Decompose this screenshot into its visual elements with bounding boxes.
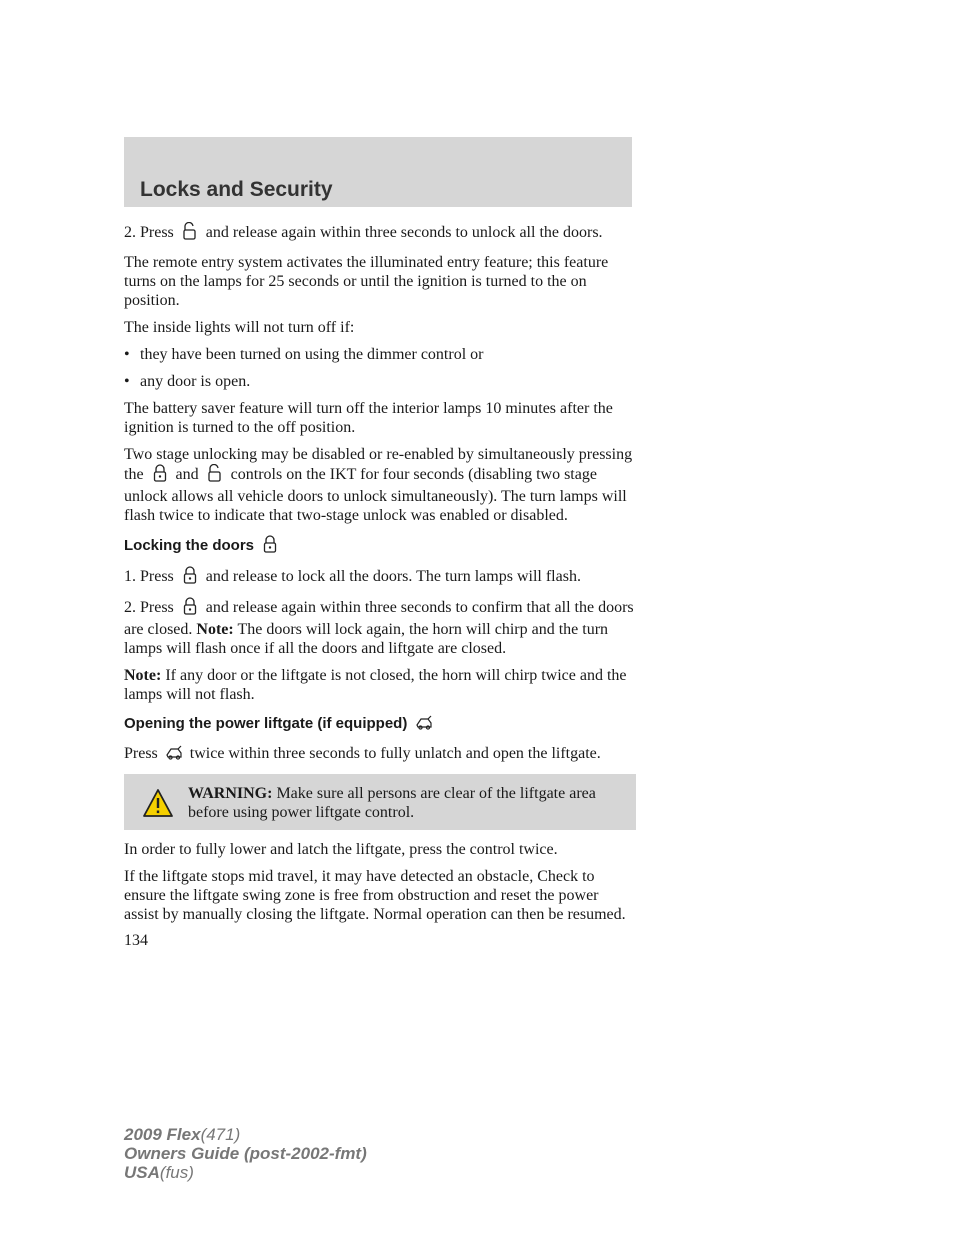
footer-model: 2009 Flex <box>124 1125 201 1144</box>
unlock-step-2-pre: 2. Press <box>124 224 174 241</box>
two-stage-part-3: controls on the IKT for four seconds (disabling two stage unlock allows all vehicle doors to unlock simultaneously). The turn lamps will flash twice to indicate that two-stage unlock was enabled or disabled. <box>124 466 627 524</box>
lock-icon <box>258 535 282 558</box>
liftgate-press <box>124 744 636 766</box>
locking-step-1 <box>124 566 636 589</box>
unlock-step-2 <box>124 222 636 245</box>
footer-line-2 <box>124 1144 367 1163</box>
battery-saver-text: The battery saver feature will turn off the interior lamps 10 minutes after the ignition is turned to the off position. <box>124 400 613 436</box>
locking-heading <box>124 535 636 558</box>
inside-lights-intro: The inside lights will not turn off if: <box>124 319 355 336</box>
lock-icon <box>178 597 202 620</box>
warning-triangle-icon <box>142 788 174 818</box>
unlock-icon <box>203 464 227 487</box>
list-item-text: any door is open. <box>140 373 251 390</box>
footer-market-code: (fus) <box>159 1163 194 1182</box>
locking-step-2-pre: 2. Press <box>124 599 174 616</box>
liftgate-lower-text: In order to fully lower and latch the liftgate, press the control twice. <box>124 841 558 858</box>
two-stage-part-2: and <box>175 466 199 483</box>
two-stage-text <box>124 445 636 525</box>
locking-step-2 <box>124 597 636 658</box>
two-stage-part-1: Two stage unlocking may be disabled or re-enabled by simultaneously pressing the <box>124 446 633 483</box>
note-text: If any door or the liftgate is not closed, the horn will chirp twice and the lamps will not flash. <box>124 667 627 703</box>
illuminated-entry-text: The remote entry system activates the illuminated entry feature; this feature turns on the lamps for 25 seconds or until the ignition is turned to the on position. <box>124 254 609 309</box>
footer <box>124 1125 367 1182</box>
lock-icon <box>148 464 172 487</box>
lock-icon <box>178 566 202 589</box>
list-item <box>124 345 636 364</box>
footer-market: USA <box>124 1163 160 1182</box>
list-item-text: they have been turned on using the dimmer control or <box>140 346 484 363</box>
locking-note-2 <box>124 666 636 704</box>
page-number: 134 <box>124 932 148 949</box>
footer-line-1 <box>124 1125 367 1144</box>
liftgate-press-pre: Press <box>124 745 158 762</box>
locking-step-1-post: and release to lock all the doors. The turn lamps will flash. <box>205 568 581 585</box>
footer-guide: Owners Guide (post-2002-fmt) <box>124 1144 367 1163</box>
locking-step-1-pre: 1. Press <box>124 568 174 585</box>
locking-heading-text: Locking the doors <box>124 537 255 554</box>
unlock-icon <box>178 222 202 245</box>
liftgate-stops-text: If the liftgate stops mid travel, it may have detected an obstacle, Check to ensure the liftgate swing zone is free from obstruction and reset the power assist by manually closing the liftgate. Normal operation can then be resumed. <box>124 868 626 923</box>
liftgate-icon <box>162 745 186 766</box>
warning-label: WARNING: <box>188 785 273 802</box>
liftgate-icon <box>412 715 436 736</box>
page-content <box>124 222 636 932</box>
note-label: Note: <box>196 621 234 638</box>
warning-message: Make sure all persons are clear of the liftgate area before using power liftgate control. <box>188 785 596 821</box>
note-label: Note: <box>124 667 162 684</box>
liftgate-heading <box>124 714 636 736</box>
section-title: Locks and Security <box>140 178 333 201</box>
liftgate-heading-text: Opening the power liftgate (if equipped) <box>124 715 408 732</box>
footer-line-3 <box>124 1163 367 1182</box>
warning-box <box>124 774 636 830</box>
list-item <box>124 372 636 391</box>
warning-text <box>188 784 618 822</box>
bullet-dot: • <box>124 346 130 363</box>
unlock-step-2-post: and release again within three seconds to unlock all the doors. <box>205 224 603 241</box>
locking-step-2-post: and release again within three seconds to confirm that all the doors are closed. <box>124 599 634 638</box>
note-text: The doors will lock again, the horn will chirp and the turn lamps will flash once if all the doors and liftgate are closed. <box>124 621 609 657</box>
bullet-dot: • <box>124 373 130 390</box>
liftgate-press-post: twice within three seconds to fully unlatch and open the liftgate. <box>189 745 601 762</box>
footer-code: (471) <box>200 1125 241 1144</box>
